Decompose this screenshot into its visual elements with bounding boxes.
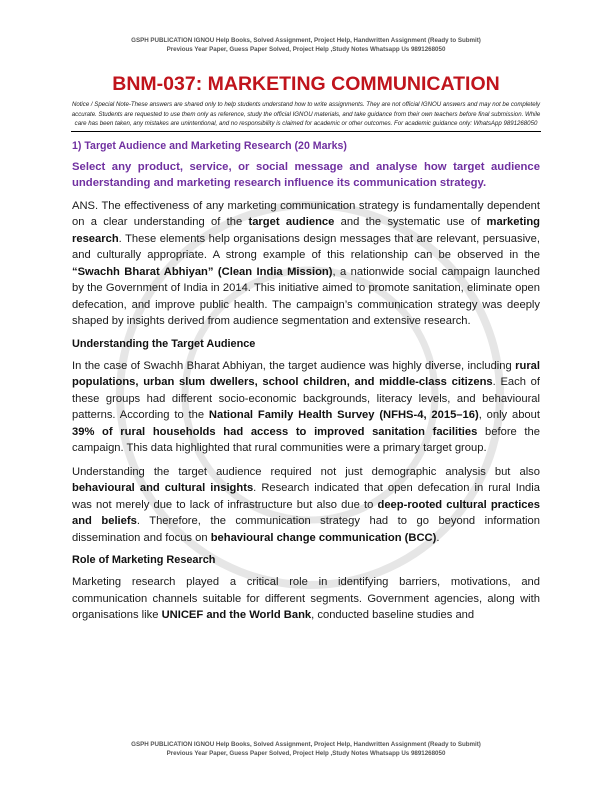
question-heading: 1) Target Audience and Marketing Research (20 Marks) xyxy=(72,139,347,152)
answer-paragraph-2: In the case of Swachh Bharat Abhiyan, the target audience was highly diverse, including rural populations, urban slum dwellers, school children, and middle-class citizens. Each of these groups had different socio-economic backgrounds, literacy levels, and behavioural patterns. According to the National Family Health Survey (NFHS-4, 2015–16), only about 39% of rural households had access to improved sanitation facilities before the campaign. This data highlighted that rural communities were a primary target group. xyxy=(72,359,541,455)
page-header xyxy=(0,36,612,54)
answer-paragraph-1: ANS. The effectiveness of any marketing communication strategy is fundamentally dependent on a clear understanding of the target audience and the systematic use of marketing research. These elements help organisations design messages that are relevant, persuasive, and culturally appropriate. A strong example of this relationship can be observed in the “Swachh Bharat Abhiyan” (Clean India Mission), a nationwide social campaign launched by the Government of India in 2014. This initiative aimed to promote sanitation, eliminate open defecation, and improve public health. The campaign’s communication strategy was deeply shaped by insights derived from audience segmentation and extensive research. xyxy=(72,199,540,328)
document-title: BNM-037: MARKETING COMMUNICATION xyxy=(112,73,500,95)
header-line-1: GSPH PUBLICATION IGNOU Help Books, Solved Assignment, Project Help, Handwritten Assignment (Ready to Submit) xyxy=(131,37,481,44)
subheading-marketing-research: Role of Marketing Research xyxy=(72,554,216,567)
answer-paragraph-4: Marketing research played a critical role in identifying barriers, motivations, and communication channels suitable for different segments. Government agencies, along with organisations like UNICEF and the World Bank, conducted baseline studies and xyxy=(72,576,540,622)
footer-line-2: Previous Year Paper, Guess Paper Solved, Project Help ,Study Notes Whatsapp Us 9891268050 xyxy=(166,750,446,757)
page-footer xyxy=(0,740,612,758)
answer-paragraph-3: Understanding the target audience required not just demographic analysis but also behavioural and cultural insights. Research indicated that open defecation in rural India was not merely due to lack of infrastructure but also due to deep-rooted cultural practices and beliefs. Therefore, the communication strategy had to go beyond information dissemination and focus on behavioural change communication (BCC). xyxy=(72,465,540,544)
document-main xyxy=(70,100,542,734)
footer-line-1: GSPH PUBLICATION IGNOU Help Books, Solved Assignment, Project Help, Handwritten Assignment (Ready to Submit) xyxy=(131,741,481,748)
document-body xyxy=(70,139,542,624)
subheading-target-audience: Understanding the Target Audience xyxy=(72,337,256,350)
question-text: Select any product, service, or social message and analyse how target audience understanding and marketing research influence its communication strategy. xyxy=(72,160,540,190)
divider xyxy=(71,131,541,132)
notice-text: Notice / Special Note-These answers are shared only to help students understand how to write assignments. They are not official IGNOU answers and may not be completely accurate. Students are requested to use them only as reference, study the official IGNOU materials, and take guidance from their own teachers before final submission. While care has been taken, any mistakes are unintentional, and no responsibility is claimed for academic or other outcomes. For academic guidance only: WhatsApp 9891268050 xyxy=(71,101,541,128)
header-line-2: Previous Year Paper, Guess Paper Solved, Project Help ,Study Notes Whatsapp Us 9891268050 xyxy=(166,46,446,53)
